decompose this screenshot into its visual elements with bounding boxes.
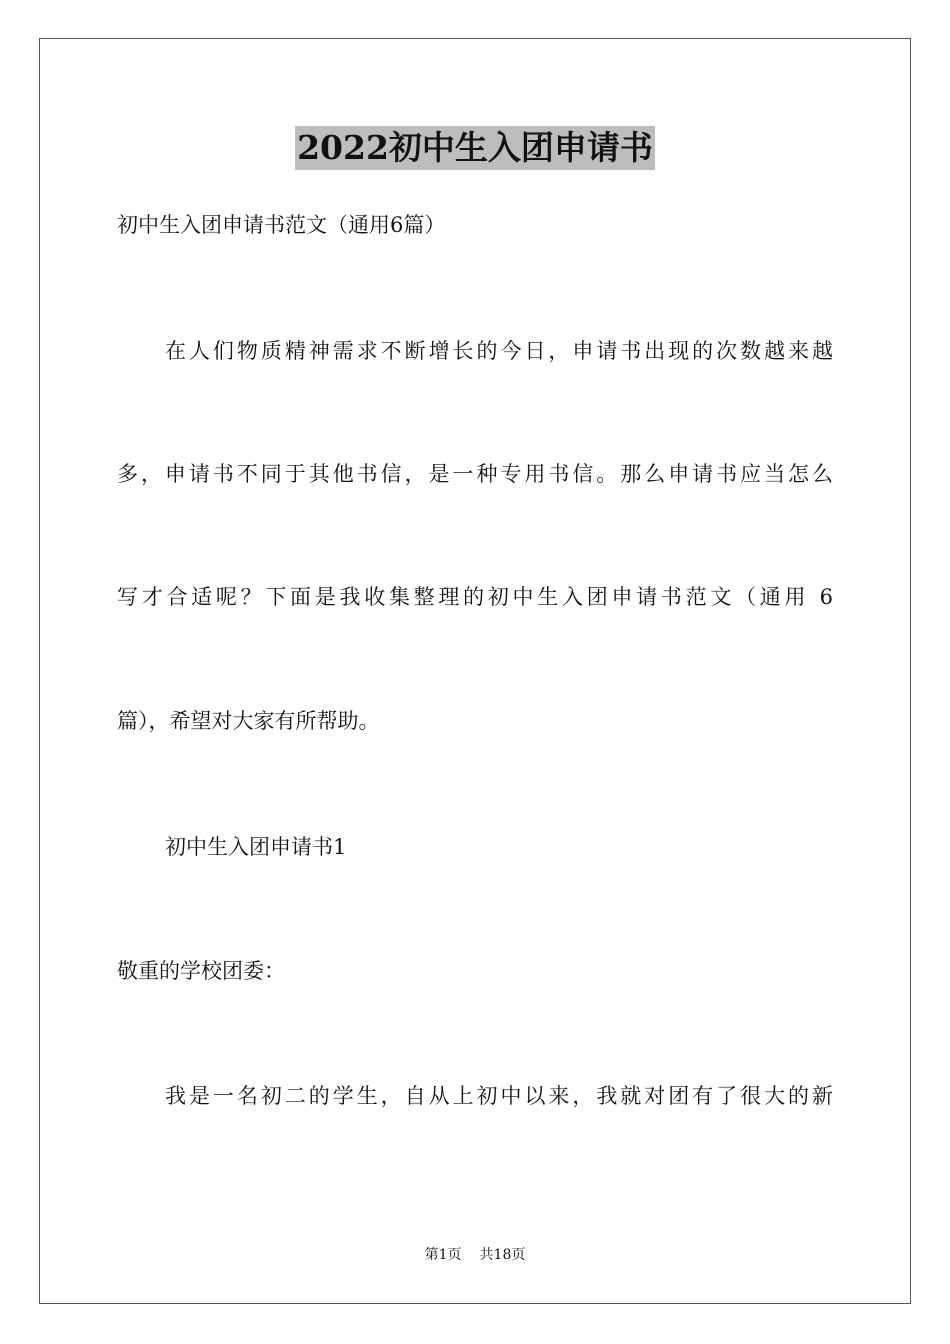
paragraph-1-line-1: 在人们物质精神需求不断增长的今日，申请书出现的次数越来越 xyxy=(165,339,833,363)
paragraph-2-line-1: 我是一名初二的学生，自从上初中以来，我就对团有了很大的新 xyxy=(165,1084,833,1108)
page-number: 第1页 xyxy=(424,1247,462,1263)
paragraph-1-line-4: 篇），希望对大家有所帮助。 xyxy=(117,709,380,733)
paragraph-1-line-3: 写才合适呢？下面是我收集整理的初中生入团申请书范文（通用 6 xyxy=(117,585,833,609)
page-total: 共18页 xyxy=(479,1247,526,1263)
page-footer xyxy=(0,1245,950,1265)
document-subtitle: 初中生入团申请书范文（通用6篇） xyxy=(117,213,446,237)
document-title: 2022初中生入团申请书 xyxy=(295,126,655,170)
salutation: 敬重的学校团委： xyxy=(117,959,285,983)
title-container xyxy=(0,126,950,170)
paragraph-1-line-2: 多，申请书不同于其他书信，是一种专用书信。那么申请书应当怎么 xyxy=(117,462,833,486)
section-heading: 初中生入团申请书1 xyxy=(165,835,347,859)
